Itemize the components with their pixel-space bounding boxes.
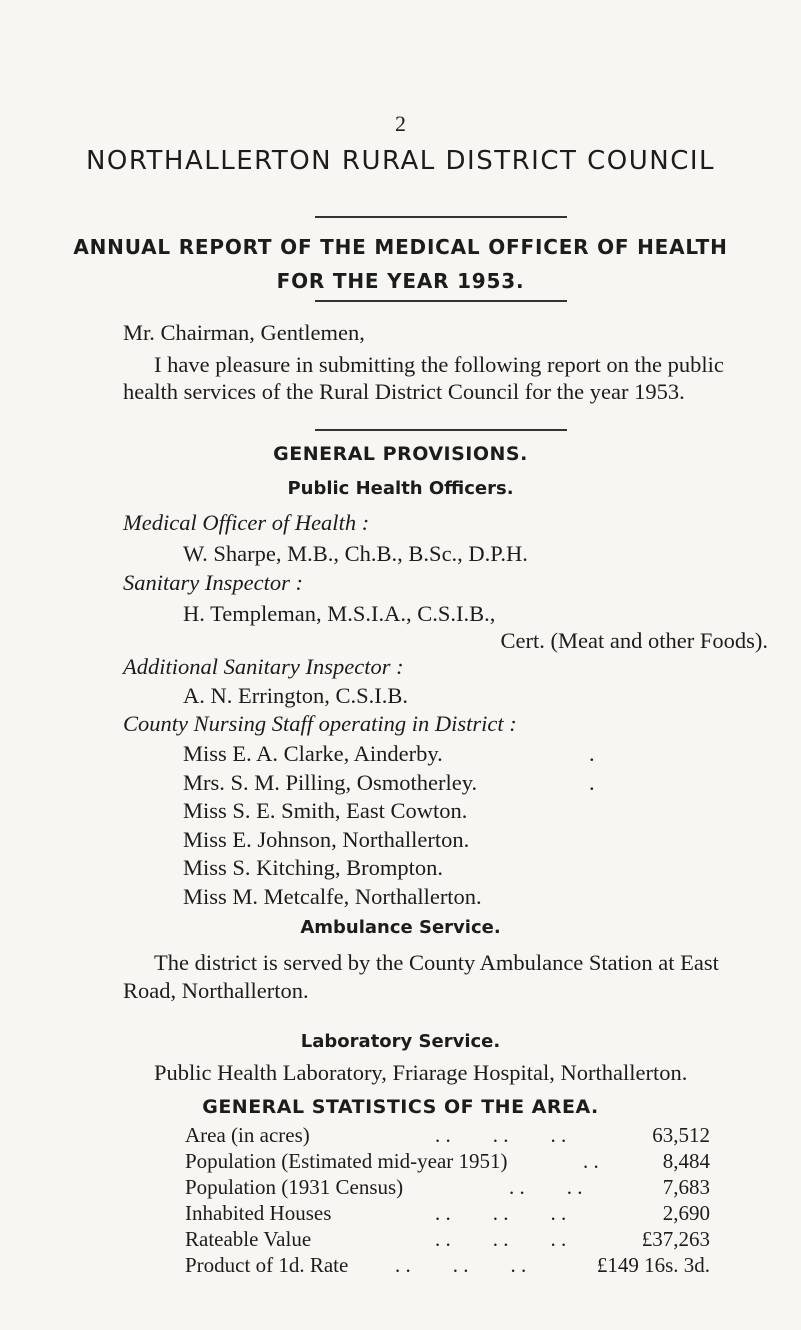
divider-rule: [315, 300, 567, 302]
stat-value: 63,512: [652, 1123, 710, 1147]
stat-label: Population (Estimated mid-year 1951): [185, 1149, 508, 1173]
stat-value: £149 16s. 3d.: [596, 1253, 710, 1277]
leader-dots: . . . .: [509, 1175, 583, 1199]
stat-label: Product of 1d. Rate: [185, 1253, 349, 1277]
list-item: Miss S. E. Smith, East Cowton.: [183, 798, 468, 823]
moh-label: Medical Officer of Health :: [123, 510, 370, 535]
intro-line-1: I have pleasure in submitting the following report on the public: [154, 352, 724, 377]
ambulance-heading: Ambulance Service.: [300, 917, 501, 938]
sanitary-inspector-name: H. Templeman, M.S.I.A., C.S.I.B.,: [183, 601, 496, 626]
moh-name: W. Sharpe, M.B., Ch.B., B.Sc., D.P.H.: [183, 541, 528, 566]
table-row: [185, 1175, 710, 1201]
intro-line-2: health services of the Rural District Council for the year 1953.: [123, 379, 685, 404]
table-row: [185, 1253, 710, 1279]
stat-value: 7,683: [662, 1175, 710, 1199]
stat-value: £37,263: [641, 1227, 710, 1251]
stat-label: Area (in acres): [185, 1123, 310, 1147]
leader-dots: . . . . . .: [435, 1123, 567, 1147]
stat-label: Population (1931 Census): [185, 1175, 404, 1199]
stat-value: 2,690: [662, 1201, 710, 1225]
additional-inspector-name: A. N. Errington, C.S.I.B.: [183, 683, 408, 708]
public-health-officers-heading: Public Health Officers.: [287, 478, 514, 499]
report-title: [0, 230, 801, 298]
salutation: Mr. Chairman, Gentlemen,: [123, 320, 365, 345]
list-item: Miss E. Johnson, Northallerton.: [183, 826, 470, 852]
table-row: [185, 1201, 710, 1227]
additional-inspector-label: Additional Sanitary Inspector :: [123, 654, 404, 679]
list-item: Mrs. S. M. Pilling, Osmotherley.: [183, 769, 478, 795]
page-number: 2: [395, 111, 406, 136]
ambulance-line-1: The district is served by the County Ambulance Station at East: [154, 950, 719, 975]
table-row: [185, 1123, 710, 1149]
leader-dots: . .: [583, 1149, 599, 1173]
leader-dots: . . . . . .: [395, 1253, 527, 1277]
laboratory-heading: Laboratory Service.: [300, 1031, 501, 1052]
leader-dots: . .: [589, 741, 595, 795]
statistics-heading: GENERAL STATISTICS OF THE AREA.: [202, 1096, 599, 1118]
stat-label: Inhabited Houses: [185, 1201, 332, 1225]
general-provisions-heading: GENERAL PROVISIONS.: [273, 443, 528, 465]
table-row: [185, 1227, 710, 1253]
council-name: NORTHALLERTON RURAL DISTRICT COUNCIL: [85, 146, 716, 176]
stat-label: Rateable Value: [185, 1227, 312, 1251]
laboratory-text: Public Health Laboratory, Friarage Hospital, Northallerton.: [154, 1060, 688, 1085]
divider-rule: [315, 216, 567, 218]
report-title-line-2: FOR THE YEAR 1953.: [276, 269, 525, 293]
nurse-name: Miss E. A. Clarke, Ainderby.: [183, 741, 443, 766]
nursing-staff-label: County Nursing Staff operating in District :: [123, 711, 517, 736]
list-item: Miss S. Kitching, Brompton.: [183, 855, 444, 880]
nurse-list: [183, 740, 595, 911]
divider-rule: [315, 429, 567, 431]
ambulance-line-2: Road, Northallerton.: [123, 978, 309, 1003]
sanitary-inspector-cert: Cert. (Meat and other Foods).: [500, 628, 768, 653]
table-row: [185, 1149, 710, 1175]
stat-value: 8,484: [662, 1149, 710, 1173]
leader-dots: . . . . . .: [435, 1201, 567, 1225]
report-title-line-1: ANNUAL REPORT OF THE MEDICAL OFFICER OF HEALTH: [73, 235, 728, 259]
leader-dots: . . . . . .: [435, 1227, 567, 1251]
list-item: Miss M. Metcalfe, Northallerton.: [183, 883, 482, 909]
sanitary-inspector-label: Sanitary Inspector :: [123, 570, 303, 595]
